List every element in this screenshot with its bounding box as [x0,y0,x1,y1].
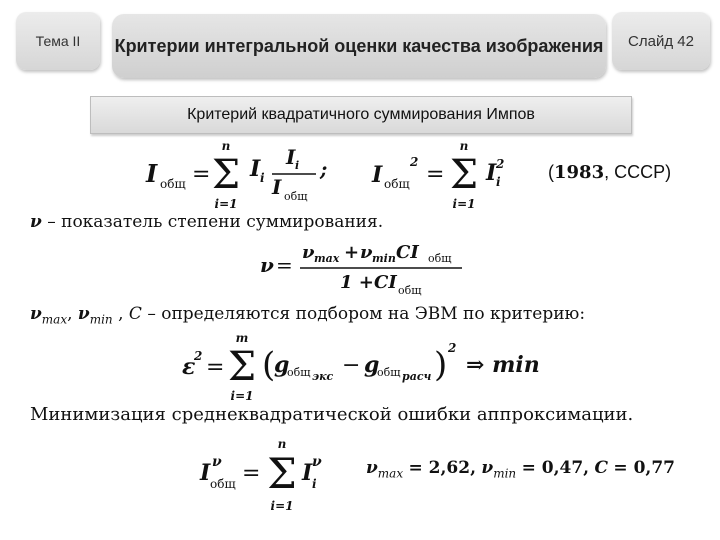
nu-max-text: ν [30,304,42,324]
val-c-value: = 0,77 [613,458,675,478]
g-exp-sub-eks: экс [312,370,334,383]
sum-bottom-3: i=1 [230,389,254,403]
formula-I-nu-sup: ν [212,454,222,470]
formula-linear-sum-svg [140,138,340,212]
formula-equals: = [192,162,211,187]
ci-num: CI [396,242,419,263]
fraction-den-sub: общ [284,190,308,203]
year-country: , СССР) [604,162,672,182]
formula-semicolon: ; [320,157,328,181]
sum-sign-2: Σ [449,152,479,198]
formula-quadratic-sum [368,138,518,212]
params-definition-text: – определяются подбором на ЭВМ по критерию: [147,304,586,324]
slide-number-tag [612,12,710,70]
nu-max-sub: max [314,252,340,265]
formula-sub-i: i [260,171,265,185]
plus-num: + [344,242,360,263]
formula-epsilon-svg [176,330,556,404]
formula-I-nu: I [200,460,211,486]
params-definition [30,304,585,326]
val-nu-max: ν [366,458,378,478]
sum-bottom-2: i=1 [452,197,476,211]
sum-sign-3: Σ [227,344,257,390]
val-min: = 0,47, [521,458,590,478]
formula-I-i-5: I [302,460,313,486]
formula-I-i: I [250,156,261,182]
nu-max-num: ν [302,242,315,263]
year-note [548,162,671,183]
formula-equals-2: = [426,162,445,187]
section-subtitle-text: Критерий квадратичного суммирования Импов [187,106,535,123]
nu-lhs: ν [260,253,274,277]
params-comma: , [67,304,73,324]
formula-I-total: I [372,162,383,188]
sum-top: n [221,139,231,153]
sum-top-m: m [235,331,249,345]
formula-nu-svg [256,238,476,296]
formula-nu-sum [196,436,336,516]
val-nu-min-sub: min [493,466,517,481]
slide-number-label: Слайд 42 [628,32,694,50]
eps-squared: 2 [194,349,203,363]
year-value: 1983 [554,162,605,183]
formula-sub-obsch-2: общ [384,177,410,191]
minus-sign: − [342,353,361,378]
values-text [366,458,675,480]
ci-num-sub: общ [428,252,452,265]
formula-linear-sum [140,138,340,212]
sum-sign: Σ [211,152,241,198]
nu-min-text-sub: min [89,312,113,327]
formula-sub-i-2: i [496,175,501,189]
ci-den-sub: общ [398,284,422,297]
sum-top-2: n [459,139,469,153]
val-c: C [594,458,609,478]
slide-title-text: Критерии интегральной оценки качества изображения [114,36,604,56]
eps-symbol: ε [182,354,196,380]
val-nu-max-sub: max [377,466,404,481]
implies-min: ⇒ min [466,352,540,378]
formula-I: I [146,159,158,188]
topic-tag-label: Тема II [35,33,81,49]
fraction-num-I: I [286,145,296,169]
sum-sign-5: Σ [267,449,297,498]
fraction-num-sub: i [295,159,300,172]
formula-sup-2: 2 [496,157,505,171]
section-subtitle [90,96,632,134]
nu-max-text-sub: max [41,312,68,327]
c-text: C [128,304,142,324]
den-one-plus: 1 + [340,272,374,293]
formula-quadratic-sum-svg [368,138,518,212]
nu-definition [30,212,383,232]
eps-equals: = [206,355,225,380]
formula-sub-obsch: общ [160,177,186,191]
ci-den: CI [374,272,397,293]
paren-close: ) [434,345,448,385]
g-exp: g [274,352,290,378]
formula-I-i-5-sub: i [312,477,317,491]
slide-title [112,14,606,78]
fraction-den-I: I [272,175,282,199]
formula-I-i-5-sup: ν [312,454,322,470]
params-comma-2: , [118,304,124,324]
nu-symbol: ν [30,212,42,232]
g-calc-sub-rasch: расч [402,370,432,383]
formula-nu [256,238,476,296]
g-calc-sub-obsch: общ [377,366,401,379]
nu-min-text: ν [77,304,90,324]
sum-bottom: i=1 [214,197,238,211]
val-max: = 2,62, [408,458,477,478]
nu-min-num: ν [360,242,373,263]
formula-epsilon [176,330,556,404]
formula-nu-sum-svg [196,436,336,516]
formula-squared: 2 [410,155,419,169]
formula-I-i-2: I [486,160,497,186]
topic-tag [16,12,100,70]
g-calc: g [364,352,380,378]
val-nu-min: ν [481,458,494,478]
g-exp-sub-obsch: общ [287,366,311,379]
paren-squared: 2 [448,341,457,355]
nu-min-sub: min [372,252,396,265]
nu-equals: = [276,253,293,277]
sum-top-5: n [277,437,287,451]
formula-I-nu-sub: общ [210,477,236,491]
paren-open: ( [262,345,276,385]
nu-definition-text: – показатель степени суммирования. [47,212,384,232]
formula-equals-5: = [242,461,261,486]
minimization-text: Минимизация среднеквадратической ошибки аппроксимации. [30,404,634,425]
sum-bottom-5: i=1 [270,499,294,513]
year-open: ( [548,162,554,182]
